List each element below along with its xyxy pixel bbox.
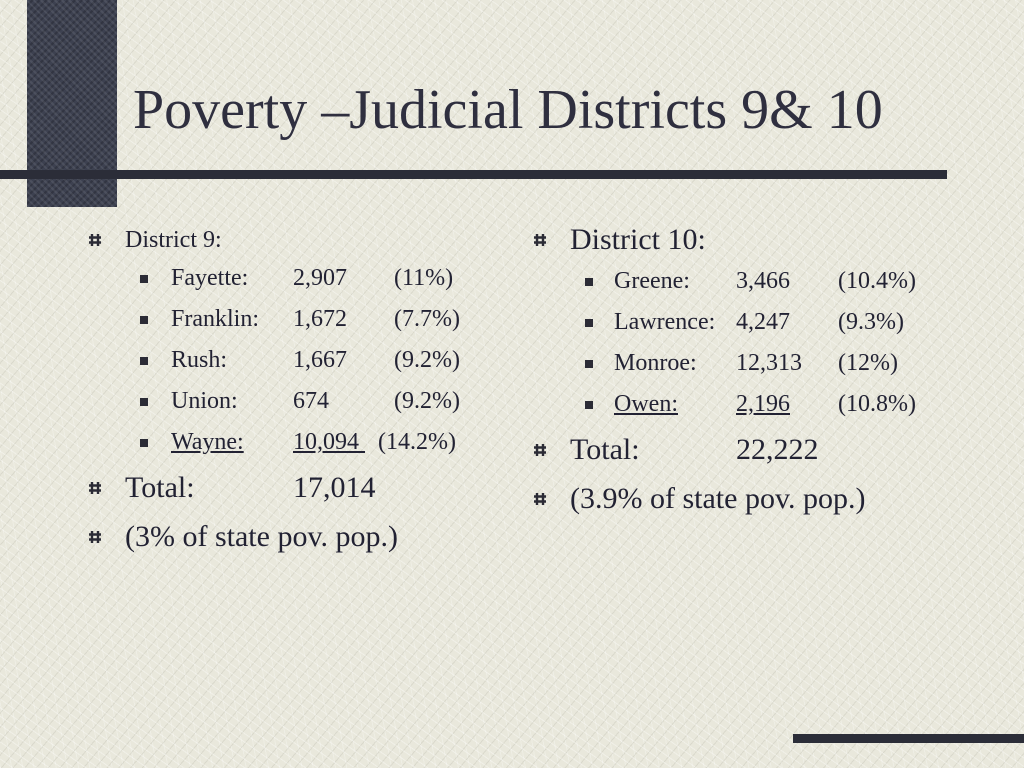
square-bullet-icon xyxy=(140,357,148,365)
total-label: Total: xyxy=(570,433,640,466)
district-9-column xyxy=(88,222,508,561)
square-bullet-icon xyxy=(585,319,593,327)
list-item xyxy=(88,381,508,422)
poverty-count: 3,466 xyxy=(736,268,790,294)
district-10-heading-text: District 10: xyxy=(570,223,706,256)
county-name: Union: xyxy=(171,388,238,414)
poverty-count: 1,672 xyxy=(293,306,347,332)
footer-rule xyxy=(793,734,1024,743)
poverty-percent: (9.3%) xyxy=(838,309,904,335)
poverty-percent: (9.2%) xyxy=(394,347,460,373)
poverty-percent: (9.2%) xyxy=(394,388,460,414)
poverty-count: 674 xyxy=(293,388,329,414)
district-10-share xyxy=(533,474,953,523)
hash-bullet-icon xyxy=(88,530,102,544)
county-name-link[interactable]: Owen: xyxy=(614,391,678,417)
total-value: 17,014 xyxy=(293,471,376,504)
square-bullet-icon xyxy=(585,401,593,409)
poverty-percent: (10.8%) xyxy=(838,391,916,417)
list-item xyxy=(88,340,508,381)
total-label: Total: xyxy=(125,471,195,504)
poverty-count: 4,247 xyxy=(736,309,790,335)
district-10-total xyxy=(533,425,953,474)
poverty-percent: (14.2%) xyxy=(378,429,456,455)
poverty-percent: (7.7%) xyxy=(394,306,460,332)
square-bullet-icon xyxy=(140,398,148,406)
poverty-percent: (10.4%) xyxy=(838,268,916,294)
hash-bullet-icon xyxy=(533,443,547,457)
list-item xyxy=(533,343,953,384)
district-9-heading xyxy=(88,222,508,258)
county-name: Fayette: xyxy=(171,265,249,291)
hash-bullet-icon xyxy=(533,492,547,506)
slide-title: Poverty –Judicial Districts 9& 10 xyxy=(133,79,883,141)
square-bullet-icon xyxy=(140,439,148,447)
hash-bullet-icon xyxy=(88,233,102,247)
title-rule xyxy=(0,170,947,179)
poverty-count: 12,313 xyxy=(736,350,802,376)
poverty-count: 2,907 xyxy=(293,265,347,291)
list-item xyxy=(533,384,953,425)
poverty-count: 1,667 xyxy=(293,347,347,373)
square-bullet-icon xyxy=(140,275,148,283)
state-share-text: (3% of state pov. pop.) xyxy=(125,520,398,553)
district-9-total xyxy=(88,463,508,512)
county-name: Monroe: xyxy=(614,350,697,376)
hash-bullet-icon xyxy=(88,481,102,495)
district-9-share xyxy=(88,512,508,561)
square-bullet-icon xyxy=(140,316,148,324)
square-bullet-icon xyxy=(585,278,593,286)
district-10-heading xyxy=(533,219,953,261)
state-share-text: (3.9% of state pov. pop.) xyxy=(570,482,866,515)
district-10-column xyxy=(533,219,953,523)
hash-bullet-icon xyxy=(533,233,547,247)
county-name: Franklin: xyxy=(171,306,259,332)
poverty-count-link[interactable]: 10,094 xyxy=(293,429,365,455)
square-bullet-icon xyxy=(585,360,593,368)
district-9-heading-text: District 9: xyxy=(125,227,222,253)
county-name: Lawrence: xyxy=(614,309,716,335)
list-item xyxy=(88,299,508,340)
total-value: 22,222 xyxy=(736,433,819,466)
list-item xyxy=(88,258,508,299)
county-name: Rush: xyxy=(171,347,228,373)
list-item xyxy=(533,302,953,343)
county-name-link[interactable]: Wayne: xyxy=(171,429,244,455)
poverty-percent: (12%) xyxy=(838,350,898,376)
list-item xyxy=(533,261,953,302)
list-item xyxy=(88,422,508,463)
poverty-count-link[interactable]: 2,196 xyxy=(736,391,790,417)
poverty-percent: (11%) xyxy=(394,265,454,291)
county-name: Greene: xyxy=(614,268,690,294)
